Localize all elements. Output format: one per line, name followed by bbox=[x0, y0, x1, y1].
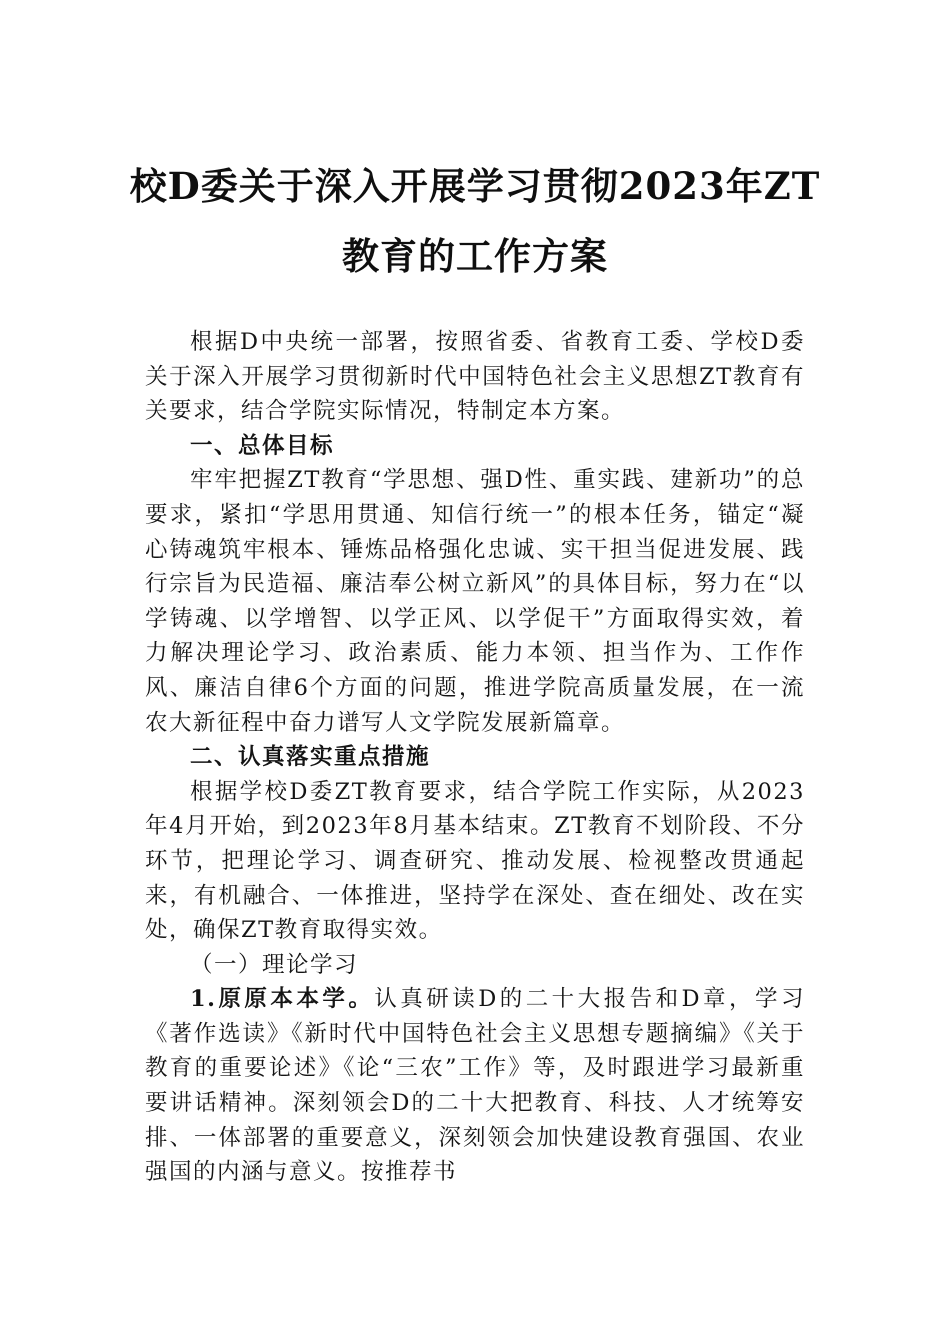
section-1-paragraph: 牢牢把握ZT教育“学思想、强D性、重实践、建新功”的总要求，紧扣“学思用贯通、知信行统一”的根本任务，锚定“凝心铸魂筑牢根本、锤炼品格强化忠诚、实干担当促进发展、践行宗旨为民造福、廉洁奉公树立新风”的具体目标，努力在“以学铸魂、以学增智、以学正风、以学促干”方面取得实效，着力解决理论学习、政治素质、能力本领、担当作为、工作作风、廉洁自律6个方面的问题，推进学院高质量发展，在一流农大新征程中奋力谱写人文学院发展新篇章。 bbox=[145, 467, 805, 736]
item-1-label: 1.原原本本学。 bbox=[190, 986, 375, 1013]
subsection-1-heading: （一）理论学习 bbox=[190, 951, 359, 978]
section-2-paragraph: 根据学校D委ZT教育要求，结合学院工作实际，从2023年4月开始，到2023年8月基本结束。ZT教育不划阶段、不分环节，把理论学习、调查研究、推动发展、检视整改贯通起来，有机融合、一体推进，坚持学在深处、查在细处、改在实处，确保ZT教育取得实效。 bbox=[145, 778, 805, 944]
document-body bbox=[145, 325, 805, 1190]
item-1-text: 认真研读D的二十大报告和D章，学习《著作选读》《新时代中国特色社会主义思想专题摘编》《关于教育的重要论述》《论“三农”工作》等，及时跟进学习最新重要讲话精神。深刻领会D的二十大把教育、科技、人才统筹安排、一体部署的重要意义，深刻领会加快建设教育强国、农业强国的内涵与意义。按推荐书 bbox=[145, 986, 805, 1186]
document-title-line-2: 教育的工作方案 bbox=[342, 234, 608, 278]
section-1-heading: 一、总体目标 bbox=[190, 432, 335, 459]
section-2-heading: 二、认真落实重点措施 bbox=[190, 744, 431, 771]
item-1-paragraph bbox=[145, 982, 805, 1190]
intro-paragraph: 根据D中央统一部署，按照省委、省教育工委、学校D委关于深入开展学习贯彻新时代中国特色社会主义思想ZT教育有关要求，结合学院实际情况，特制定本方案。 bbox=[145, 329, 805, 425]
document-title-line-1: 校D委关于深入开展学习贯彻2023年ZT bbox=[129, 164, 821, 208]
